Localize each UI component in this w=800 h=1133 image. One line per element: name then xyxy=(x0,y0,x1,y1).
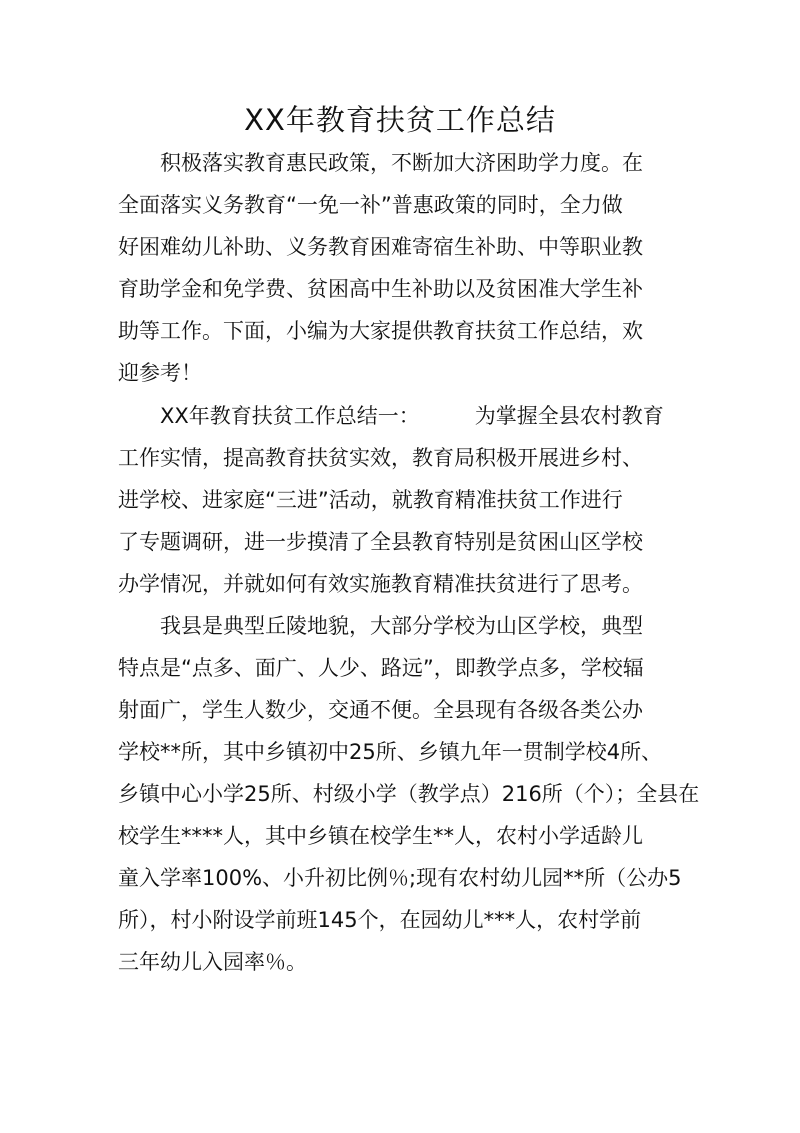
paragraph-1-line-6: 迎参考！ xyxy=(118,361,202,385)
paragraph-3-line-9: 三年幼儿入园率％。 xyxy=(118,950,307,974)
paragraph-2-line-3: 进学校、进家庭“三进”活动，就教育精准扶贫工作进行 xyxy=(118,488,623,512)
paragraph-2-line-2: 工作实情，提高教育扶贫实效，教育局积极开展进乡村、 xyxy=(118,446,643,470)
paragraph-2-line-5: 办学情况，并就如何有效实施教育精准扶贫进行了思考。 xyxy=(118,572,643,596)
paragraph-1-line-5: 助等工作。下面，小编为大家提供教育扶贫工作总结，欢 xyxy=(118,319,643,343)
paragraph-3-line-4: 学校**所，其中乡镇初中25所、乡镇九年一贯制学校4所、 xyxy=(118,740,663,764)
paragraph-3-line-2: 特点是“点多、面广、人少、路远”，即教学点多，学校辐 xyxy=(118,656,644,680)
paragraph-3-line-6: 校学生****人，其中乡镇在校学生**人，农村小学适龄儿 xyxy=(118,824,643,848)
paragraph-1-line-2: 全面落实义务教育“一免一补”普惠政策的同时，全力做 xyxy=(118,193,623,217)
paragraph-3-line-7: 童入学率100%、小升初比例％;现有农村幼儿园**所（公办5 xyxy=(118,866,682,890)
paragraph-1-line-4: 育助学金和免学费、贫困高中生补助以及贫困准大学生补 xyxy=(118,277,643,301)
paragraph-2-line-4: 了专题调研，进一步摸清了全县教育特别是贫困山区学校 xyxy=(118,530,643,554)
paragraph-2-heading: XX年教育扶贫工作总结一： xyxy=(160,404,420,428)
paragraph-3-line-3: 射面广，学生人数少，交通不便。全县现有各级各类公办 xyxy=(118,698,643,722)
document-title: XX年教育扶贫工作总结 xyxy=(244,103,556,137)
paragraph-2-line-1-text: 为掌握全县农村教育 xyxy=(474,404,664,428)
paragraph-3-line-5: 乡镇中心小学25所、村级小学（教学点）216所（个）；全县在 xyxy=(118,782,700,806)
paragraph-1-line-3: 好困难幼儿补助、义务教育困难寄宿生补助、中等职业教 xyxy=(118,235,643,259)
paragraph-3-line-8: 所），村小附设学前班145个，在园幼儿***人，农村学前 xyxy=(118,908,642,932)
paragraph-2-line-1 xyxy=(160,401,664,431)
paragraph-1-line-1: 积极落实教育惠民政策，不断加大济困助学力度。在 xyxy=(160,151,643,175)
paragraph-3-line-1: 我县是典型丘陵地貌，大部分学校为山区学校，典型 xyxy=(160,614,643,638)
